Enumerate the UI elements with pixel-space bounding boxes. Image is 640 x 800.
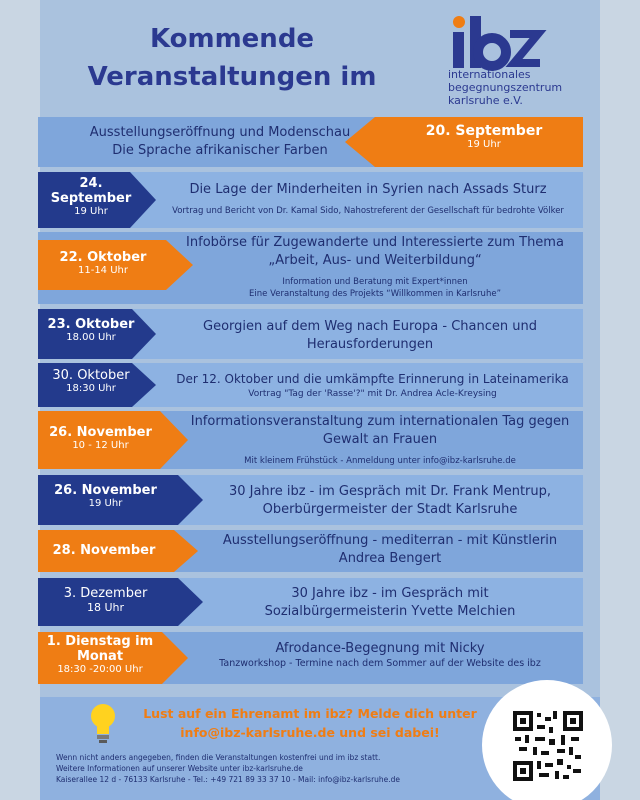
event-time: 11-14 Uhr xyxy=(77,265,128,276)
title-line-2: Veranstaltungen im xyxy=(87,62,377,92)
cta-line-1: Lust auf ein Ehrenamt im ibz? Melde dich unter xyxy=(143,706,477,721)
qr-code-icon[interactable] xyxy=(513,711,583,781)
event-title: Gewalt an Frauen xyxy=(322,432,438,447)
logo-sub-2: begegnungszentrum xyxy=(448,81,563,94)
page-title xyxy=(52,20,412,96)
cta-line-2[interactable]: info@ibz-karlsruhe.de und sei dabei! xyxy=(180,725,440,740)
event-info xyxy=(180,640,580,670)
event-title: Die Lage der Minderheiten in Syrien nach Assads Sturz xyxy=(189,182,547,197)
event-time: 19 Uhr xyxy=(467,139,501,150)
event-date: Monat xyxy=(76,649,124,664)
event-date: 20. September xyxy=(425,123,543,139)
event-title: 30 Jahre ibz - im Gespräch mit xyxy=(291,586,489,601)
event-subtitle: Mit kleinem Frühstück - Anmeldung unter info@ibz-karlsruhe.de xyxy=(244,456,516,466)
logo-sub-3: karlsruhe e.V. xyxy=(448,94,523,107)
event-date: 1. Dienstag im xyxy=(46,634,154,649)
event-info xyxy=(170,234,580,300)
event-date-tag xyxy=(345,117,583,167)
event-info xyxy=(205,585,575,621)
logo-subtitle xyxy=(448,68,562,107)
event-time: 19 Uhr xyxy=(88,498,123,509)
logo-sub-1: internationales xyxy=(448,68,531,81)
event-info xyxy=(180,413,580,467)
event-date: 30. Oktober xyxy=(52,368,130,383)
event-subtitle: Tanzworkshop - Termine nach dem Sommer auf der Website des ibz xyxy=(219,658,541,669)
footer-note-2: Weitere Informationen auf unserer Website unter ibz-karlsruhe.de xyxy=(56,764,303,773)
event-date: 28. November xyxy=(52,543,156,558)
event-date-tag xyxy=(38,363,156,407)
event-date-tag xyxy=(38,475,203,525)
event-time: 18.00 Uhr xyxy=(66,332,116,343)
event-subtitle: Vortrag und Bericht von Dr. Kamal Sido, Nahostreferent der Gesellschaft für bedrohte Völker xyxy=(172,206,564,216)
event-title: Informationsveranstaltung zum internationalen Tag gegen xyxy=(190,414,570,429)
event-title: Ausstellungseröffnung und Modenschau xyxy=(89,125,351,140)
event-date-tag xyxy=(38,632,188,684)
volunteer-call-to-action xyxy=(130,704,490,742)
event-title: Georgien auf dem Weg nach Europa - Chancen und xyxy=(203,319,537,334)
event-title: Oberbürgermeister der Stadt Karlsruhe xyxy=(262,502,518,517)
event-title: Die Sprache afrikanischer Farben xyxy=(112,143,328,158)
event-date-tag xyxy=(38,530,198,572)
event-title: Sozialbürgermeisterin Yvette Melchien xyxy=(264,604,516,619)
event-subtitle: Vortrag "Tag der 'Rasse'?" mit Dr. Andrea Acle-Kreysing xyxy=(248,389,497,399)
event-date: 26. November xyxy=(49,425,152,440)
event-title: „Arbeit, Aus- und Weiterbildung“ xyxy=(268,253,482,268)
event-title: Andrea Bengert xyxy=(338,551,442,566)
event-subtitle: Information und Beratung mit Expert*innen xyxy=(282,277,468,287)
event-info xyxy=(60,124,380,160)
event-time: 18:30 Uhr xyxy=(66,383,116,394)
event-title: Infobörse für Zugewanderte und Interessierte zum Thema xyxy=(186,235,564,250)
event-date-tag xyxy=(38,309,156,359)
event-time: 18 Uhr xyxy=(86,601,125,614)
event-info xyxy=(160,370,585,400)
event-info xyxy=(148,181,588,217)
footer-note-1: Wenn nicht anders angegeben, finden die Veranstaltungen kostenfrei und im ibz statt. xyxy=(56,753,381,762)
event-date: 3. Dezember xyxy=(63,586,148,601)
footer-notes xyxy=(56,752,476,785)
title-line-1: Kommende xyxy=(149,24,315,54)
event-title: Afrodance-Begegnung mit Nicky xyxy=(275,641,485,656)
event-date-tag xyxy=(38,411,188,469)
event-date: 24. xyxy=(79,176,103,191)
event-date-tag xyxy=(38,172,156,228)
event-info xyxy=(205,532,575,568)
event-date: 22. Oktober xyxy=(59,250,147,265)
event-time: 10 - 12 Uhr xyxy=(72,440,129,451)
event-title: Der 12. Oktober und die umkämpfte Erinnerung in Lateinamerika xyxy=(176,372,569,386)
event-title: 30 Jahre ibz - im Gespräch mit Dr. Frank Mentrup, xyxy=(228,484,552,499)
event-title: Herausforderungen xyxy=(306,337,434,352)
event-date: September xyxy=(50,191,132,206)
event-info xyxy=(205,483,575,519)
event-info xyxy=(170,318,570,354)
lightbulb-icon xyxy=(86,700,120,744)
event-date-tag xyxy=(38,578,203,626)
event-subtitle: Eine Veranstaltung des Projekts “Willkommen in Karlsruhe” xyxy=(249,289,501,299)
event-title: Ausstellungseröffnung - mediterran - mit Künstlerin xyxy=(222,533,558,548)
event-date: 26. November xyxy=(54,483,157,498)
event-date: 23. Oktober xyxy=(47,317,135,332)
event-time: 18:30 -20:00 Uhr xyxy=(57,664,143,675)
event-time: 19 Uhr xyxy=(74,206,108,217)
footer-note-3: Kaiserallee 12 d - 76133 Karlsruhe - Tel.: +49 721 89 33 37 10 - Mail: info@ibz-karlsruhe.de xyxy=(56,775,401,784)
